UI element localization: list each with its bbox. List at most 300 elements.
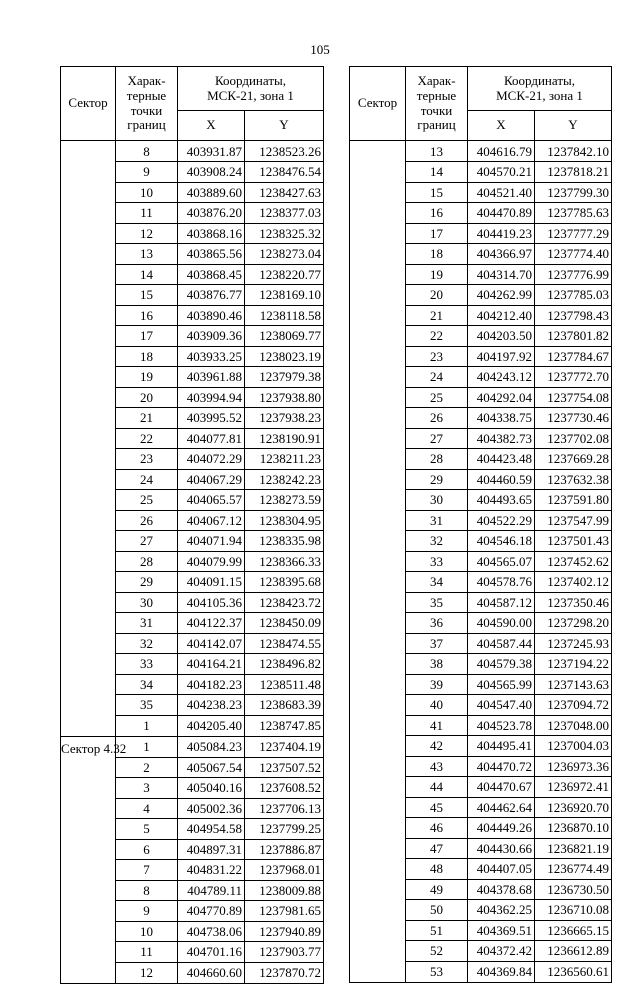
table-row <box>350 469 612 490</box>
y-cell: 1236870.10 <box>535 818 612 839</box>
sector-cell <box>61 428 116 449</box>
y-cell: 1237981.65 <box>245 901 324 922</box>
point-cell: 35 <box>116 695 178 716</box>
y-cell: 1237669.28 <box>535 449 612 470</box>
x-cell: 404522.29 <box>468 510 535 531</box>
point-cell: 42 <box>406 736 468 757</box>
point-cell: 23 <box>406 346 468 367</box>
sector-cell <box>61 346 116 367</box>
y-cell: 1238335.98 <box>245 531 324 552</box>
point-cell: 29 <box>406 469 468 490</box>
point-cell: 10 <box>116 182 178 203</box>
sector-cell <box>61 141 116 162</box>
sector-cell <box>61 367 116 388</box>
point-cell: 48 <box>406 859 468 880</box>
x-cell: 403933.25 <box>178 346 245 367</box>
x-cell: 403995.52 <box>178 408 245 429</box>
x-cell: 403889.60 <box>178 182 245 203</box>
y-cell: 1237004.03 <box>535 736 612 757</box>
sector-cell <box>350 264 406 285</box>
x-cell: 404065.57 <box>178 490 245 511</box>
point-cell: 26 <box>406 408 468 429</box>
table-row <box>61 469 324 490</box>
y-cell: 1238009.88 <box>245 880 324 901</box>
point-cell: 22 <box>406 326 468 347</box>
sector-cell <box>61 572 116 593</box>
header-coordinates: Координаты, МСК-21, зона 1 <box>178 67 324 111</box>
y-cell: 1237785.63 <box>535 203 612 224</box>
x-cell: 404072.29 <box>178 449 245 470</box>
point-cell: 24 <box>116 469 178 490</box>
x-cell: 404071.94 <box>178 531 245 552</box>
table-row <box>350 572 612 593</box>
y-cell: 1238496.82 <box>245 654 324 675</box>
table-row <box>61 901 324 922</box>
y-cell: 1238395.68 <box>245 572 324 593</box>
sector-cell <box>350 613 406 634</box>
table-row <box>350 305 612 326</box>
x-cell: 404789.11 <box>178 880 245 901</box>
point-cell: 23 <box>116 449 178 470</box>
x-cell: 404366.97 <box>468 244 535 265</box>
table-row <box>61 490 324 511</box>
sector-cell <box>350 510 406 531</box>
point-cell: 4 <box>116 798 178 819</box>
table-row <box>350 797 612 818</box>
y-cell: 1237799.25 <box>245 819 324 840</box>
point-cell: 33 <box>116 654 178 675</box>
sector-cell <box>350 879 406 900</box>
sector-cell <box>350 326 406 347</box>
x-cell: 404579.38 <box>468 654 535 675</box>
x-cell: 403890.46 <box>178 305 245 326</box>
sector-cell <box>350 551 406 572</box>
point-cell: 5 <box>116 819 178 840</box>
table-row <box>61 551 324 572</box>
x-cell: 405084.23 <box>178 736 245 757</box>
table-row <box>350 838 612 859</box>
table-row <box>61 162 324 183</box>
y-cell: 1238169.10 <box>245 285 324 306</box>
y-cell: 1237702.08 <box>535 428 612 449</box>
y-cell: 1237938.80 <box>245 387 324 408</box>
coordinates-table-right <box>349 66 612 983</box>
x-cell: 404182.23 <box>178 674 245 695</box>
point-cell: 1 <box>116 715 178 736</box>
y-cell: 1237048.00 <box>535 715 612 736</box>
point-cell: 36 <box>406 613 468 634</box>
sector-cell <box>61 715 116 736</box>
x-cell: 404738.06 <box>178 921 245 942</box>
x-cell: 404262.99 <box>468 285 535 306</box>
table-row <box>61 674 324 695</box>
y-cell: 1237547.99 <box>535 510 612 531</box>
y-cell: 1236821.19 <box>535 838 612 859</box>
y-cell: 1237798.43 <box>535 305 612 326</box>
point-cell: 24 <box>406 367 468 388</box>
x-cell: 403908.24 <box>178 162 245 183</box>
y-cell: 1237754.08 <box>535 387 612 408</box>
x-cell: 404212.40 <box>468 305 535 326</box>
point-cell: 27 <box>406 428 468 449</box>
point-cell: 19 <box>406 264 468 285</box>
table-row <box>61 182 324 203</box>
point-cell: 28 <box>116 551 178 572</box>
y-cell: 1237979.38 <box>245 367 324 388</box>
y-cell: 1237784.67 <box>535 346 612 367</box>
header-points: Харак- терные точки границ <box>406 67 468 141</box>
table-row <box>61 346 324 367</box>
x-cell: 403909.36 <box>178 326 245 347</box>
sector-cell <box>350 633 406 654</box>
x-cell: 404419.23 <box>468 223 535 244</box>
table-row <box>61 592 324 613</box>
sector-cell <box>350 469 406 490</box>
sector-cell <box>61 901 116 922</box>
point-cell: 38 <box>406 654 468 675</box>
x-cell: 404091.15 <box>178 572 245 593</box>
point-cell: 9 <box>116 162 178 183</box>
sector-cell <box>61 921 116 942</box>
sector-cell <box>61 305 116 326</box>
table-row <box>61 757 324 778</box>
point-cell: 51 <box>406 920 468 941</box>
sector-cell <box>61 633 116 654</box>
sector-cell <box>61 264 116 285</box>
y-cell: 1236665.15 <box>535 920 612 941</box>
table-row <box>61 326 324 347</box>
table-row <box>61 408 324 429</box>
table-row <box>61 695 324 716</box>
sector-cell <box>61 223 116 244</box>
sector-cell <box>61 162 116 183</box>
x-cell: 403994.94 <box>178 387 245 408</box>
y-cell: 1237886.87 <box>245 839 324 860</box>
point-cell: 19 <box>116 367 178 388</box>
table-row <box>61 921 324 942</box>
table-row <box>61 244 324 265</box>
y-cell: 1238242.23 <box>245 469 324 490</box>
table-row <box>350 244 612 265</box>
table-row <box>61 203 324 224</box>
point-cell: 32 <box>406 531 468 552</box>
point-cell: 46 <box>406 818 468 839</box>
x-cell: 404547.40 <box>468 695 535 716</box>
x-cell: 404205.40 <box>178 715 245 736</box>
x-cell: 404565.07 <box>468 551 535 572</box>
x-cell: 404430.66 <box>468 838 535 859</box>
x-cell: 404590.00 <box>468 613 535 634</box>
sector-cell <box>61 860 116 881</box>
point-cell: 12 <box>116 962 178 983</box>
x-cell: 404954.58 <box>178 819 245 840</box>
sector-cell <box>61 962 116 983</box>
y-cell: 1237194.22 <box>535 654 612 675</box>
y-cell: 1238450.09 <box>245 613 324 634</box>
y-cell: 1237706.13 <box>245 798 324 819</box>
point-cell: 15 <box>406 182 468 203</box>
point-cell: 13 <box>406 141 468 162</box>
y-cell: 1237591.80 <box>535 490 612 511</box>
y-cell: 1237245.93 <box>535 633 612 654</box>
point-cell: 17 <box>116 326 178 347</box>
table-row <box>61 613 324 634</box>
sector-cell <box>350 777 406 798</box>
sector-cell <box>61 531 116 552</box>
sector-cell <box>61 244 116 265</box>
x-cell: 405067.54 <box>178 757 245 778</box>
sector-cell <box>350 859 406 880</box>
table-row <box>61 572 324 593</box>
x-cell: 404338.75 <box>468 408 535 429</box>
sector-cell <box>61 778 116 799</box>
point-cell: 25 <box>116 490 178 511</box>
y-cell: 1238304.95 <box>245 510 324 531</box>
table-row <box>350 203 612 224</box>
y-cell: 1236920.70 <box>535 797 612 818</box>
table-row <box>350 285 612 306</box>
sector-cell <box>61 408 116 429</box>
y-cell: 1236972.41 <box>535 777 612 798</box>
x-cell: 404369.84 <box>468 961 535 982</box>
sector-cell <box>350 592 406 613</box>
x-cell: 404142.07 <box>178 633 245 654</box>
table-row <box>61 305 324 326</box>
y-cell: 1238023.19 <box>245 346 324 367</box>
y-cell: 1237968.01 <box>245 860 324 881</box>
x-cell: 404660.60 <box>178 962 245 983</box>
point-cell: 27 <box>116 531 178 552</box>
table-row <box>350 531 612 552</box>
table-row <box>350 223 612 244</box>
y-cell: 1238118.58 <box>245 305 324 326</box>
page-number: 105 <box>310 42 330 57</box>
sector-cell <box>350 695 406 716</box>
sector-cell <box>350 736 406 757</box>
table-row <box>61 942 324 963</box>
x-cell: 404546.18 <box>468 531 535 552</box>
table-row <box>350 859 612 880</box>
sector-cell <box>350 305 406 326</box>
table-row <box>350 346 612 367</box>
x-cell: 404369.51 <box>468 920 535 941</box>
point-cell: 8 <box>116 880 178 901</box>
point-cell: 14 <box>116 264 178 285</box>
y-cell: 1236973.36 <box>535 756 612 777</box>
sector-cell <box>350 756 406 777</box>
y-cell: 1236774.49 <box>535 859 612 880</box>
point-cell: 10 <box>116 921 178 942</box>
table-row <box>61 531 324 552</box>
point-cell: 35 <box>406 592 468 613</box>
sector-cell <box>61 674 116 695</box>
point-cell: 1 <box>116 736 178 757</box>
x-cell: 404493.65 <box>468 490 535 511</box>
table-row <box>350 654 612 675</box>
x-cell: 404238.23 <box>178 695 245 716</box>
x-cell: 404521.40 <box>468 182 535 203</box>
table-row <box>61 510 324 531</box>
sector-cell <box>61 182 116 203</box>
point-cell: 41 <box>406 715 468 736</box>
point-cell: 11 <box>116 942 178 963</box>
sector-cell <box>61 510 116 531</box>
sector-cell <box>350 654 406 675</box>
y-cell: 1238325.32 <box>245 223 324 244</box>
point-cell: 37 <box>406 633 468 654</box>
sector-cell <box>350 244 406 265</box>
y-cell: 1238474.55 <box>245 633 324 654</box>
x-cell: 404897.31 <box>178 839 245 860</box>
table-row <box>350 756 612 777</box>
table-row <box>61 449 324 470</box>
x-cell: 404292.04 <box>468 387 535 408</box>
x-cell: 404701.16 <box>178 942 245 963</box>
point-cell: 31 <box>116 613 178 634</box>
point-cell: 25 <box>406 387 468 408</box>
y-cell: 1238211.23 <box>245 449 324 470</box>
x-cell: 404770.89 <box>178 901 245 922</box>
point-cell: 14 <box>406 162 468 183</box>
table-row <box>350 326 612 347</box>
y-cell: 1237785.03 <box>535 285 612 306</box>
y-cell: 1237404.19 <box>245 736 324 757</box>
point-cell: 20 <box>116 387 178 408</box>
x-cell: 404372.42 <box>468 941 535 962</box>
y-cell: 1237094.72 <box>535 695 612 716</box>
point-cell: 17 <box>406 223 468 244</box>
y-cell: 1238511.48 <box>245 674 324 695</box>
header-x: X <box>468 111 535 141</box>
point-cell: 7 <box>116 860 178 881</box>
y-cell: 1238423.72 <box>245 592 324 613</box>
table-row <box>350 551 612 572</box>
y-cell: 1237402.12 <box>535 572 612 593</box>
point-cell: 53 <box>406 961 468 982</box>
x-cell: 404587.12 <box>468 592 535 613</box>
table-row <box>61 223 324 244</box>
x-cell: 404077.81 <box>178 428 245 449</box>
table-row <box>350 367 612 388</box>
x-cell: 404470.72 <box>468 756 535 777</box>
y-cell: 1236730.50 <box>535 879 612 900</box>
sector-cell <box>350 141 406 162</box>
table-row <box>61 428 324 449</box>
x-cell: 404616.79 <box>468 141 535 162</box>
table-row <box>350 818 612 839</box>
x-cell: 404470.67 <box>468 777 535 798</box>
point-cell: 22 <box>116 428 178 449</box>
table-row <box>61 880 324 901</box>
sector-cell <box>350 572 406 593</box>
sector-cell <box>61 613 116 634</box>
point-cell: 12 <box>116 223 178 244</box>
x-cell: 404314.70 <box>468 264 535 285</box>
table-row <box>350 264 612 285</box>
table-row <box>350 428 612 449</box>
sector-cell <box>61 387 116 408</box>
x-cell: 404079.99 <box>178 551 245 572</box>
table-row <box>350 633 612 654</box>
table-row <box>350 490 612 511</box>
sector-cell <box>350 203 406 224</box>
x-cell: 404122.37 <box>178 613 245 634</box>
table-row <box>61 962 324 983</box>
point-cell: 40 <box>406 695 468 716</box>
x-cell: 405040.16 <box>178 778 245 799</box>
header-sector: Сектор <box>350 67 406 141</box>
y-cell: 1237632.38 <box>535 469 612 490</box>
sector-cell <box>350 920 406 941</box>
x-cell: 403865.56 <box>178 244 245 265</box>
point-cell: 21 <box>406 305 468 326</box>
y-cell: 1237772.70 <box>535 367 612 388</box>
y-cell: 1238523.26 <box>245 141 324 162</box>
x-cell: 404243.12 <box>468 367 535 388</box>
table-row <box>350 141 612 162</box>
point-cell: 45 <box>406 797 468 818</box>
x-cell: 404578.76 <box>468 572 535 593</box>
x-cell: 404423.48 <box>468 449 535 470</box>
sector-cell <box>61 203 116 224</box>
point-cell: 39 <box>406 674 468 695</box>
y-cell: 1237940.89 <box>245 921 324 942</box>
sector-cell <box>61 326 116 347</box>
point-cell: 32 <box>116 633 178 654</box>
sector-cell <box>61 592 116 613</box>
point-cell: 28 <box>406 449 468 470</box>
point-cell: 16 <box>116 305 178 326</box>
y-cell: 1237938.23 <box>245 408 324 429</box>
y-cell: 1237842.10 <box>535 141 612 162</box>
y-cell: 1238273.59 <box>245 490 324 511</box>
sector-cell <box>61 551 116 572</box>
sector-cell <box>350 818 406 839</box>
sector-cell <box>61 695 116 716</box>
sector-cell <box>350 387 406 408</box>
x-cell: 403931.87 <box>178 141 245 162</box>
sector-cell <box>61 490 116 511</box>
table-row <box>350 695 612 716</box>
sector-cell <box>350 941 406 962</box>
point-cell: 44 <box>406 777 468 798</box>
x-cell: 404203.50 <box>468 326 535 347</box>
point-cell: 49 <box>406 879 468 900</box>
y-cell: 1237501.43 <box>535 531 612 552</box>
point-cell: 43 <box>406 756 468 777</box>
table-row <box>61 798 324 819</box>
table-row <box>61 633 324 654</box>
table-row <box>350 900 612 921</box>
point-cell: 29 <box>116 572 178 593</box>
table-row <box>350 715 612 736</box>
table-row <box>350 674 612 695</box>
sector-cell <box>350 408 406 429</box>
x-cell: 403876.20 <box>178 203 245 224</box>
y-cell: 1237298.20 <box>535 613 612 634</box>
table-row <box>61 715 324 736</box>
y-cell: 1238476.54 <box>245 162 324 183</box>
point-cell: 18 <box>116 346 178 367</box>
point-cell: 34 <box>406 572 468 593</box>
header-points: Харак- терные точки границ <box>116 67 178 141</box>
x-cell: 403868.45 <box>178 264 245 285</box>
sector-cell <box>350 428 406 449</box>
point-cell: 30 <box>116 592 178 613</box>
y-cell: 1238190.91 <box>245 428 324 449</box>
y-cell: 1238377.03 <box>245 203 324 224</box>
x-cell: 404382.73 <box>468 428 535 449</box>
